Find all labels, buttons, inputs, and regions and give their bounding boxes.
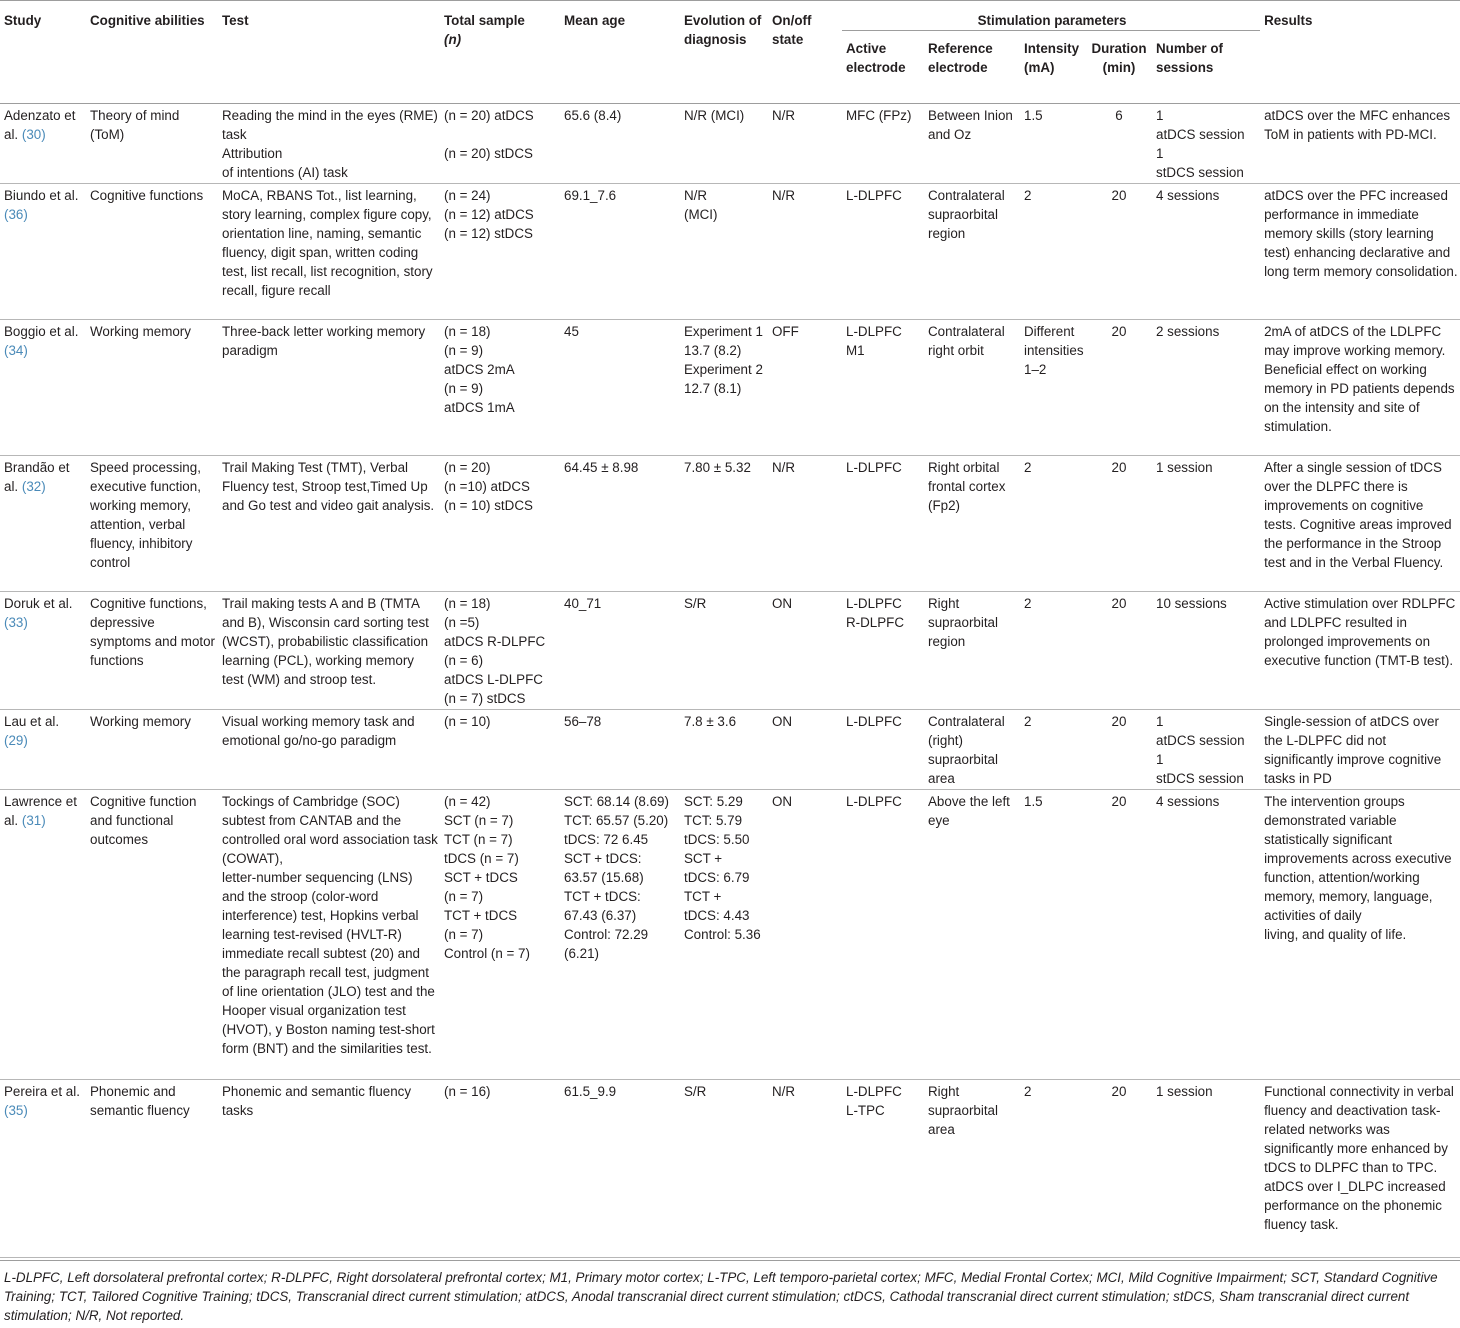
header-onoff-state: On/off state bbox=[768, 1, 842, 93]
cell-test-text: Phonemic and semantic fluency tasks bbox=[222, 1083, 412, 1118]
cell-results-text: After a single session of tDCS over the DLPFC there is improvements on cognitive tests. Cognitive areas improved the performance in the Stroop test and in the Verbal Fluency. bbox=[1264, 459, 1452, 570]
cell-sessions-text: 1 atDCS session 1 stDCS session bbox=[1156, 713, 1245, 786]
cell-total-sample-text: (n = 24) (n = 12) atDCS (n = 12) stDCS bbox=[444, 187, 534, 241]
cell-cognitive-abilities-text: Cognitive functions, depressive symptoms and motor functions bbox=[90, 595, 216, 668]
cell-sessions-text: 4 sessions bbox=[1156, 793, 1220, 809]
cell-reference-electrode bbox=[924, 789, 1020, 1079]
cell-evolution-text: SCT: 5.29 TCT: 5.79 tDCS: 5.50 SCT + tDCS: 6.79 TCT + tDCS: 4.43 Control: 5.36 bbox=[684, 793, 761, 942]
cell-mean-age bbox=[560, 319, 680, 455]
cell-total-sample bbox=[440, 1079, 560, 1257]
cell-duration bbox=[1084, 183, 1152, 319]
cell-mean-age bbox=[560, 455, 680, 591]
cell-evolution bbox=[680, 591, 768, 709]
reference-link[interactable]: (29) bbox=[4, 732, 28, 748]
cell-mean-age-text: SCT: 68.14 (8.69) TCT: 65.57 (5.20) tDCS: 72 6.45 SCT + tDCS: 63.57 (15.68) TCT + tDCS: 67.43 (6.37) Control: 72.29 (6.21) bbox=[564, 793, 669, 961]
cell-results-text: Active stimulation over RDLPFC and LDLPFC resulted in prolonged improvements on executive function (TMT-B test). bbox=[1264, 595, 1456, 668]
cell-total-sample bbox=[440, 709, 560, 789]
study-name: Adenzato et al. bbox=[4, 107, 76, 142]
cell-reference-electrode bbox=[924, 591, 1020, 709]
cell-duration bbox=[1084, 591, 1152, 709]
cell-active-electrode-text: L-DLPFC bbox=[846, 459, 902, 475]
study-name: Lawrence et al. bbox=[4, 793, 77, 828]
header-test: Test bbox=[218, 1, 440, 93]
cell-onoff-state bbox=[768, 1079, 842, 1257]
header-evolution: Evolution of diagnosis bbox=[680, 1, 768, 93]
cell-sessions bbox=[1152, 1079, 1260, 1257]
cell-intensity bbox=[1020, 183, 1084, 319]
cell-cognitive-abilities bbox=[86, 1079, 218, 1257]
cell-duration bbox=[1084, 319, 1152, 455]
header-number-of-sessions: Number of sessions bbox=[1156, 41, 1223, 75]
cell-evolution-text: N/R (MCI) bbox=[684, 187, 718, 222]
header-mean-age: Mean age bbox=[560, 1, 680, 93]
cell-active-electrode-text: L-DLPFC bbox=[846, 713, 902, 729]
cell-total-sample bbox=[440, 103, 560, 183]
cell-evolution bbox=[680, 1079, 768, 1257]
header-study: Study bbox=[0, 1, 86, 93]
cell-test bbox=[218, 103, 440, 183]
table-row bbox=[0, 103, 1460, 183]
cell-duration bbox=[1084, 1079, 1152, 1257]
header-cognitive-abilities: Cognitive abilities bbox=[86, 1, 218, 93]
cell-total-sample-text: (n = 42) SCT (n = 7) TCT (n = 7) tDCS (n = 7) SCT + tDCS (n = 7) TCT + tDCS (n = 7) Control (n = 7) bbox=[444, 793, 530, 961]
cell-sessions-text: 4 sessions bbox=[1156, 187, 1220, 203]
cell-total-sample-text: (n = 10) bbox=[444, 713, 491, 729]
cell-test bbox=[218, 183, 440, 319]
cell-onoff-state-text: N/R bbox=[772, 459, 796, 475]
cell-active-electrode bbox=[842, 1079, 924, 1257]
table-row bbox=[0, 709, 1460, 789]
cell-sessions bbox=[1152, 103, 1260, 183]
cell-results-text: 2mA of atDCS of the LDLPFC may improve working memory. Beneficial effect on working memory in PD patients depends on the intensity and site of stimulation. bbox=[1264, 323, 1455, 434]
cell-mean-age-text: 61.5_9.9 bbox=[564, 1083, 617, 1099]
cell-total-sample bbox=[440, 183, 560, 319]
cell-onoff-state-text: N/R bbox=[772, 187, 796, 203]
cell-duration-text: 20 bbox=[1111, 595, 1127, 611]
header-total-sample bbox=[440, 1, 560, 93]
cell-mean-age bbox=[560, 789, 680, 1079]
study-name: Brandão et al. bbox=[4, 459, 70, 494]
cell-onoff-state bbox=[768, 709, 842, 789]
cell-study bbox=[0, 709, 86, 789]
cell-duration-text: 6 bbox=[1115, 107, 1123, 123]
cell-intensity-text: 2 bbox=[1024, 459, 1032, 475]
cell-results bbox=[1260, 1079, 1460, 1257]
header-duration: Duration (min) bbox=[1091, 41, 1147, 75]
cell-active-electrode bbox=[842, 103, 924, 183]
cell-onoff-state-text: OFF bbox=[772, 323, 799, 339]
cell-mean-age-text: 65.6 (8.4) bbox=[564, 107, 622, 123]
cell-intensity-text: 2 bbox=[1024, 595, 1032, 611]
cell-evolution-text: N/R (MCI) bbox=[684, 107, 745, 123]
cell-test-text: Trail Making Test (TMT), Verbal Fluency test, Stroop test,Timed Up and Go test and video gait analysis. bbox=[222, 459, 435, 513]
cell-active-electrode bbox=[842, 455, 924, 591]
cell-total-sample-text: (n = 18) (n = 9) atDCS 2mA (n = 9) atDCS 1mA bbox=[444, 323, 515, 415]
cell-duration-text: 20 bbox=[1111, 459, 1127, 475]
cell-reference-electrode-text: Contralateral (right) supraorbital area bbox=[928, 713, 1005, 786]
cell-cognitive-abilities bbox=[86, 789, 218, 1079]
cell-reference-electrode-text: Above the left eye bbox=[928, 793, 1010, 828]
cell-reference-electrode-text: Right supraorbital area bbox=[928, 1083, 998, 1137]
cell-active-electrode bbox=[842, 319, 924, 455]
cell-test bbox=[218, 709, 440, 789]
cell-sessions-text: 2 sessions bbox=[1156, 323, 1220, 339]
header-active-electrode: Active electrode bbox=[846, 41, 906, 75]
cell-study bbox=[0, 319, 86, 455]
cell-total-sample-text: (n = 18) (n =5) atDCS R-DLPFC (n = 6) atDCS L-DLPFC (n = 7) stDCS bbox=[444, 595, 546, 706]
cell-evolution bbox=[680, 319, 768, 455]
cell-reference-electrode bbox=[924, 319, 1020, 455]
cell-evolution bbox=[680, 789, 768, 1079]
cell-active-electrode bbox=[842, 709, 924, 789]
cell-test bbox=[218, 1079, 440, 1257]
cell-intensity-text: 1.5 bbox=[1024, 107, 1043, 123]
cell-test-text: Three-back letter working memory paradigm bbox=[222, 323, 426, 358]
cell-study bbox=[0, 591, 86, 709]
cell-mean-age bbox=[560, 709, 680, 789]
cell-active-electrode-text: L-DLPFC bbox=[846, 793, 902, 809]
cell-cognitive-abilities-text: Working memory bbox=[90, 713, 191, 729]
table-row bbox=[0, 319, 1460, 455]
cell-test-text: Visual working memory task and emotional go/no-go paradigm bbox=[222, 713, 415, 748]
cell-intensity-text: 2 bbox=[1024, 187, 1032, 203]
cell-onoff-state-text: ON bbox=[772, 793, 793, 809]
cell-cognitive-abilities-text: Phonemic and semantic fluency bbox=[90, 1083, 190, 1118]
cell-mean-age-text: 56–78 bbox=[564, 713, 602, 729]
cell-cognitive-abilities bbox=[86, 319, 218, 455]
cell-evolution bbox=[680, 455, 768, 591]
cell-test-text: Tockings of Cambridge (SOC) subtest from CANTAB and the controlled oral word association task (COWAT), letter-number sequencing (LNS) and the stroop (color-word interference) test, Hopkins verbal learning test-revised (HVLT-R) immediate recall subtest (20) and the paragraph recall test, judgment of line orientation (JLO) test and the Hooper visual organization test (HVOT), y Boston naming test-short form (BNT) and the similarities test. bbox=[222, 793, 438, 1056]
footnote-divider bbox=[0, 1260, 1460, 1261]
cell-active-electrode-text: L-DLPFC L-TPC bbox=[846, 1083, 902, 1118]
reference-link[interactable]: (32) bbox=[21, 478, 46, 494]
cell-results bbox=[1260, 455, 1460, 591]
table-row bbox=[0, 1079, 1460, 1257]
cell-total-sample bbox=[440, 319, 560, 455]
cell-duration bbox=[1084, 455, 1152, 591]
cell-onoff-state bbox=[768, 789, 842, 1079]
cell-sessions-text: 10 sessions bbox=[1156, 595, 1227, 611]
cell-reference-electrode-text: Contralateral right orbit bbox=[928, 323, 1005, 358]
cell-duration-text: 20 bbox=[1111, 713, 1127, 729]
table-row bbox=[0, 789, 1460, 1079]
cell-intensity bbox=[1020, 709, 1084, 789]
cell-cognitive-abilities bbox=[86, 103, 218, 183]
table-row bbox=[0, 455, 1460, 591]
cell-active-electrode-text: L-DLPFC M1 bbox=[846, 323, 902, 358]
cell-sessions bbox=[1152, 789, 1260, 1079]
cell-reference-electrode-text: Between Inion and Oz bbox=[928, 107, 1013, 142]
cell-test-text: Reading the mind in the eyes (RME) task Attribution of intentions (AI) task bbox=[222, 107, 438, 180]
table-header bbox=[0, 1, 1460, 104]
cell-total-sample-text: (n = 20) atDCS (n = 20) stDCS bbox=[444, 107, 534, 161]
cell-reference-electrode bbox=[924, 183, 1020, 319]
cell-intensity bbox=[1020, 789, 1084, 1079]
table-row bbox=[0, 591, 1460, 709]
reference-link[interactable]: (30) bbox=[21, 126, 46, 142]
cell-intensity bbox=[1020, 103, 1084, 183]
cell-reference-electrode bbox=[924, 455, 1020, 591]
cell-reference-electrode-text: Right orbital frontal cortex (Fp2) bbox=[928, 459, 1006, 513]
cell-results-text: atDCS over the PFC increased performance in immediate memory skills (story learning test) enhancing declarative and long term memory consolidation. bbox=[1264, 187, 1458, 279]
cell-sessions bbox=[1152, 709, 1260, 789]
cell-intensity-text: Different intensities 1–2 bbox=[1024, 323, 1084, 377]
cell-evolution-text: 7.80 ± 5.32 bbox=[684, 459, 751, 475]
cell-mean-age-text: 64.45 ± 8.98 bbox=[564, 459, 639, 475]
cell-results bbox=[1260, 709, 1460, 789]
cell-reference-electrode bbox=[924, 709, 1020, 789]
cell-cognitive-abilities-text: Theory of mind (ToM) bbox=[90, 107, 180, 142]
cell-onoff-state-text: ON bbox=[772, 595, 793, 611]
cell-intensity bbox=[1020, 591, 1084, 709]
cell-total-sample bbox=[440, 455, 560, 591]
cell-onoff-state-text: N/R bbox=[772, 1083, 796, 1099]
cell-onoff-state-text: N/R bbox=[772, 107, 796, 123]
reference-link[interactable]: (35) bbox=[4, 1102, 28, 1118]
study-name: Lau et al. bbox=[4, 713, 60, 729]
table-footnote: L-DLPFC, Left dorsolateral prefrontal cortex; R-DLPFC, Right dorsolateral prefrontal cortex; M1, Primary motor cortex; L-TPC, Left temporo-parietal cortex; MFC, Medial Frontal Cortex; MCI, Mild Cognitive Impairment; SCT, Standard Cognitive Training; TCT, Tailored Cognitive Training; tDCS, Transcranial direct current stimulation; atDCS, Anodal transcranial direct current stimulation; ctDCS, Cathodal transcranial direct current stimulation; stDCS, Sham transcranial direct current stimulation; N/R, Not reported. bbox=[4, 1270, 1438, 1323]
cell-duration-text: 20 bbox=[1111, 323, 1127, 339]
cell-results-text: atDCS over the MFC enhances ToM in patients with PD-MCI. bbox=[1264, 107, 1451, 142]
cell-onoff-state bbox=[768, 183, 842, 319]
header-total-sample-n: (n) bbox=[444, 32, 462, 47]
cell-evolution-text: 7.8 ± 3.6 bbox=[684, 713, 737, 729]
cell-sessions-text: 1 atDCS session 1 stDCS session bbox=[1156, 107, 1245, 180]
cell-results-text: The intervention groups demonstrated variable statistically significant improvements across executive function, attention/working memory, memory, language, activities of daily living, and quality of life. bbox=[1264, 793, 1452, 942]
reference-link[interactable]: (33) bbox=[4, 614, 28, 630]
cell-intensity bbox=[1020, 319, 1084, 455]
cell-active-electrode-text: L-DLPFC R-DLPFC bbox=[846, 595, 905, 630]
cell-sessions bbox=[1152, 319, 1260, 455]
cell-cognitive-abilities-text: Cognitive function and functional outcomes bbox=[90, 793, 197, 847]
cell-mean-age bbox=[560, 103, 680, 183]
cell-intensity bbox=[1020, 455, 1084, 591]
cell-total-sample-text: (n = 20) (n =10) atDCS (n = 10) stDCS bbox=[444, 459, 533, 513]
cell-test bbox=[218, 789, 440, 1079]
cell-cognitive-abilities bbox=[86, 183, 218, 319]
cell-results bbox=[1260, 591, 1460, 709]
cell-reference-electrode-text: Right supraorbital region bbox=[928, 595, 998, 649]
cell-study bbox=[0, 1079, 86, 1257]
cell-sessions bbox=[1152, 455, 1260, 591]
cell-evolution bbox=[680, 183, 768, 319]
cell-active-electrode-text: MFC (FPz) bbox=[846, 107, 912, 123]
study-name: Biundo et al. bbox=[4, 187, 79, 203]
cell-cognitive-abilities bbox=[86, 591, 218, 709]
cell-study bbox=[0, 789, 86, 1079]
reference-link[interactable]: (36) bbox=[4, 206, 28, 222]
reference-link[interactable]: (31) bbox=[21, 812, 46, 828]
cell-reference-electrode-text: Contralateral supraorbital region bbox=[928, 187, 1005, 241]
cell-intensity-text: 2 bbox=[1024, 1083, 1032, 1099]
cell-test bbox=[218, 455, 440, 591]
cell-duration-text: 20 bbox=[1111, 187, 1127, 203]
cell-evolution bbox=[680, 103, 768, 183]
header-total-sample-label: Total sample bbox=[444, 13, 525, 28]
cell-cognitive-abilities-text: Speed processing, executive function, working memory, attention, verbal fluency, inhibitory control bbox=[90, 459, 201, 570]
study-name: Pereira et al. bbox=[4, 1083, 80, 1099]
cell-cognitive-abilities-text: Cognitive functions bbox=[90, 187, 204, 203]
cell-reference-electrode bbox=[924, 1079, 1020, 1257]
header-intensity: Intensity (mA) bbox=[1024, 41, 1080, 75]
cell-evolution-text: S/R bbox=[684, 1083, 707, 1099]
cell-results-text: Functional connectivity in verbal fluency and deactivation task-related networks was significantly more enhanced by tDCS to DLPFC than to TPC. atDCS over I_DLPC increased performance on the phonemic fluency task. bbox=[1264, 1083, 1454, 1232]
cell-active-electrode bbox=[842, 183, 924, 319]
cell-onoff-state bbox=[768, 591, 842, 709]
cell-evolution bbox=[680, 709, 768, 789]
cell-study bbox=[0, 455, 86, 591]
cell-active-electrode bbox=[842, 591, 924, 709]
cell-sessions-text: 1 session bbox=[1156, 1083, 1213, 1099]
cell-results-text: Single-session of atDCS over the L-DLPFC did not significantly improve cognitive tasks in PD bbox=[1264, 713, 1442, 786]
table-body bbox=[0, 103, 1460, 1257]
cell-total-sample bbox=[440, 591, 560, 709]
cell-duration-text: 20 bbox=[1111, 1083, 1127, 1099]
header-results: Results bbox=[1260, 1, 1460, 93]
cell-duration-text: 20 bbox=[1111, 793, 1127, 809]
cell-sessions bbox=[1152, 183, 1260, 319]
cell-evolution-text: S/R bbox=[684, 595, 707, 611]
cell-intensity-text: 1.5 bbox=[1024, 793, 1043, 809]
cell-active-electrode bbox=[842, 789, 924, 1079]
cell-test bbox=[218, 319, 440, 455]
reference-link[interactable]: (34) bbox=[4, 342, 28, 358]
study-name: Boggio et al. bbox=[4, 323, 79, 339]
cell-mean-age bbox=[560, 183, 680, 319]
cell-mean-age-text: 40_71 bbox=[564, 595, 602, 611]
cell-mean-age-text: 69.1_7.6 bbox=[564, 187, 617, 203]
cell-cognitive-abilities bbox=[86, 709, 218, 789]
cell-study bbox=[0, 103, 86, 183]
cell-test-text: Trail making tests A and B (TMTA and B), Wisconsin card sorting test (WCST), probabilistic classification learning (PCL), working memory test (WM) and stroop test. bbox=[222, 595, 429, 687]
cell-mean-age bbox=[560, 591, 680, 709]
cell-duration bbox=[1084, 709, 1152, 789]
header-stimulation-parameters: Stimulation parameters bbox=[842, 1, 1260, 31]
header-reference-electrode: Reference electrode bbox=[928, 41, 993, 75]
cell-test-text: MoCA, RBANS Tot., list learning, story learning, complex figure copy, orientation line, naming, semantic fluency, digit span, written coding test, list recall, list recognition, story recall, figure recall bbox=[222, 187, 433, 298]
cell-cognitive-abilities-text: Working memory bbox=[90, 323, 191, 339]
cell-total-sample bbox=[440, 789, 560, 1079]
cell-results bbox=[1260, 183, 1460, 319]
cell-results bbox=[1260, 789, 1460, 1079]
cell-study bbox=[0, 183, 86, 319]
cell-duration bbox=[1084, 789, 1152, 1079]
cell-total-sample-text: (n = 16) bbox=[444, 1083, 491, 1099]
cell-duration bbox=[1084, 103, 1152, 183]
cell-mean-age-text: 45 bbox=[564, 323, 579, 339]
cell-mean-age bbox=[560, 1079, 680, 1257]
cell-onoff-state-text: ON bbox=[772, 713, 793, 729]
cell-results bbox=[1260, 319, 1460, 455]
table-row bbox=[0, 183, 1460, 319]
cell-sessions bbox=[1152, 591, 1260, 709]
cell-test bbox=[218, 591, 440, 709]
cell-evolution-text: Experiment 1 13.7 (8.2) Experiment 2 12.7 (8.1) bbox=[684, 323, 763, 396]
cell-results bbox=[1260, 103, 1460, 183]
cell-reference-electrode bbox=[924, 103, 1020, 183]
cell-onoff-state bbox=[768, 455, 842, 591]
study-name: Doruk et al. bbox=[4, 595, 73, 611]
cell-onoff-state bbox=[768, 103, 842, 183]
cell-intensity bbox=[1020, 1079, 1084, 1257]
cell-sessions-text: 1 session bbox=[1156, 459, 1213, 475]
cell-onoff-state bbox=[768, 319, 842, 455]
cell-active-electrode-text: L-DLPFC bbox=[846, 187, 902, 203]
cell-cognitive-abilities bbox=[86, 455, 218, 591]
cell-intensity-text: 2 bbox=[1024, 713, 1032, 729]
